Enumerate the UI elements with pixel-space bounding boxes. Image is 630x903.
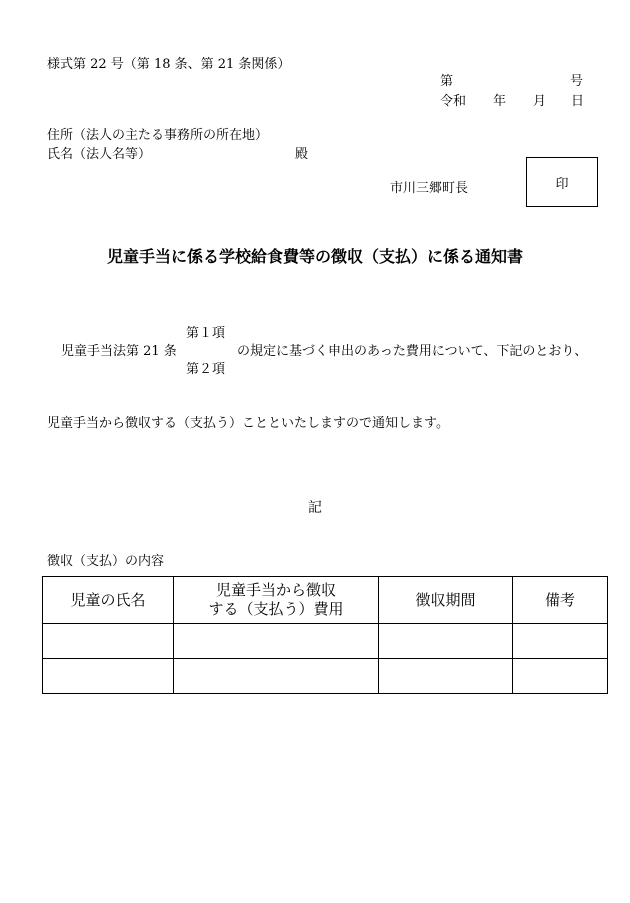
- body-text-2: 児童手当から徴収する（支払う）ことといたしますので通知します。: [47, 416, 449, 431]
- issuer-name: 市川三郷町長: [390, 181, 469, 196]
- header-child-name: 児童の氏名: [43, 577, 174, 624]
- date-day: 日: [571, 94, 585, 109]
- law-reference: 児童手当法第 21 条: [61, 344, 177, 359]
- addressee-name-label: 氏名（法人名等）: [47, 147, 152, 162]
- record-heading: 記: [308, 500, 322, 516]
- table-row: [43, 624, 608, 659]
- header-remarks: 備考: [513, 577, 608, 624]
- document-title: 児童手当に係る学校給食費等の徴収（支払）に係る通知書: [106, 247, 523, 266]
- cell-remarks[interactable]: [513, 624, 608, 659]
- date-month: 月: [533, 94, 547, 109]
- addressee-address-label: 住所（法人の主たる事務所の所在地）: [47, 128, 269, 143]
- table-header-row: [43, 577, 608, 624]
- header-cost: 児童手当から徴収 する（支払う）費用: [174, 577, 379, 624]
- body-text-1: の規定に基づく申出のあった費用について、下記のとおり、: [237, 344, 588, 359]
- cell-period[interactable]: [379, 659, 513, 694]
- seal-label: 印: [555, 176, 569, 192]
- cell-cost[interactable]: [174, 624, 379, 659]
- section-label: 徴収（支払）の内容: [47, 554, 165, 569]
- table-row: [43, 659, 608, 694]
- cell-period[interactable]: [379, 624, 513, 659]
- clause-2: 第２項: [186, 362, 226, 377]
- header-period: 徴収期間: [379, 577, 513, 624]
- seal-box: [526, 157, 598, 207]
- cell-remarks[interactable]: [513, 659, 608, 694]
- number-suffix: 号: [570, 74, 584, 89]
- date-era: 令和: [440, 94, 467, 109]
- cell-child-name[interactable]: [43, 624, 174, 659]
- clause-1: 第１項: [186, 326, 226, 341]
- number-prefix: 第: [440, 74, 454, 89]
- cell-child-name[interactable]: [43, 659, 174, 694]
- date-year: 年: [493, 94, 507, 109]
- honorific: 殿: [295, 147, 309, 162]
- content-table: [42, 576, 608, 694]
- form-reference: 様式第 22 号（第 18 条、第 21 条関係）: [47, 57, 291, 72]
- cell-cost[interactable]: [174, 659, 379, 694]
